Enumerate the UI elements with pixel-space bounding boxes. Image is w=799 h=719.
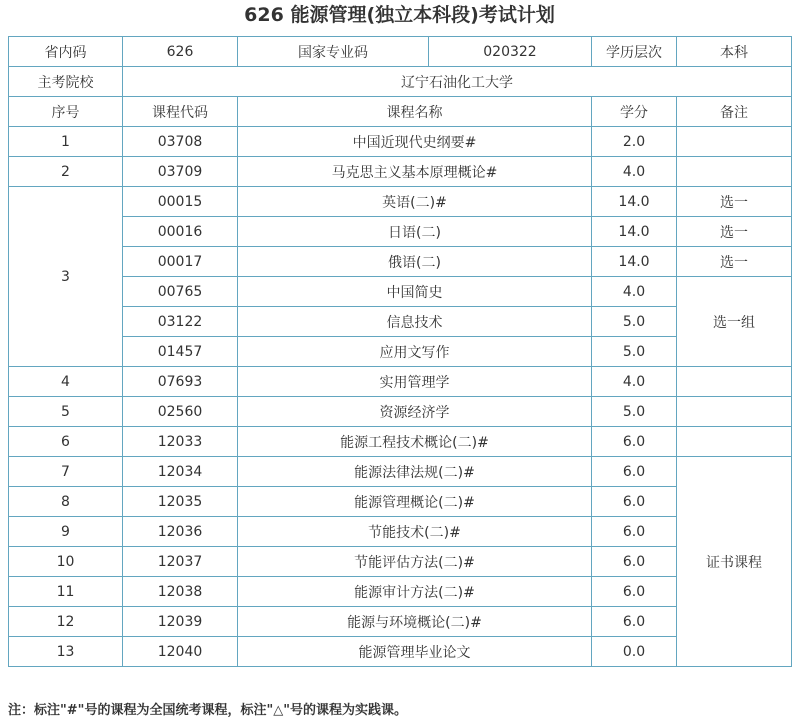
course-name: 日语(二) [238,217,592,247]
national-code-value: 020322 [429,37,592,67]
course-credit: 4.0 [592,277,677,307]
table-row [9,157,792,187]
course-name: 马克思主义基本原理概论# [238,157,592,187]
table-row [9,637,792,667]
col-header-credit: 学分 [592,97,677,127]
course-credit: 6.0 [592,607,677,637]
course-code: 12035 [123,487,238,517]
course-credit: 4.0 [592,157,677,187]
course-credit: 14.0 [592,247,677,277]
course-remark [677,427,792,457]
course-credit: 0.0 [592,637,677,667]
course-credit: 6.0 [592,427,677,457]
course-no: 11 [9,577,123,607]
table-row [9,247,792,277]
course-credit: 6.0 [592,547,677,577]
table-row [9,577,792,607]
course-remark [677,127,792,157]
course-name: 能源管理概论(二)# [238,487,592,517]
col-header-code: 课程代码 [123,97,238,127]
course-name: 中国简史 [238,277,592,307]
col-header-remark: 备注 [677,97,792,127]
course-remark: 选一 [677,217,792,247]
header-row [9,97,792,127]
course-credit: 6.0 [592,577,677,607]
table-row [9,547,792,577]
course-code: 12040 [123,637,238,667]
info-row [9,37,792,67]
col-header-name: 课程名称 [238,97,592,127]
course-code: 01457 [123,337,238,367]
course-name: 信息技术 [238,307,592,337]
course-credit: 6.0 [592,457,677,487]
course-name: 英语(二)# [238,187,592,217]
course-name: 能源管理毕业论文 [238,637,592,667]
course-name: 能源工程技术概论(二)# [238,427,592,457]
table-row [9,127,792,157]
course-code: 12036 [123,517,238,547]
course-code: 00016 [123,217,238,247]
course-no: 9 [9,517,123,547]
course-credit: 5.0 [592,337,677,367]
school-label: 主考院校 [9,67,123,97]
course-name: 能源审计方法(二)# [238,577,592,607]
course-no: 3 [9,187,123,367]
course-no: 4 [9,367,123,397]
table-row [9,187,792,217]
course-name: 中国近现代史纲要# [238,127,592,157]
course-no: 8 [9,487,123,517]
course-name: 俄语(二) [238,247,592,277]
course-no: 12 [9,607,123,637]
course-credit: 6.0 [592,487,677,517]
course-name: 资源经济学 [238,397,592,427]
table-row [9,217,792,247]
table-row [9,337,792,367]
course-name: 应用文写作 [238,337,592,367]
table-row [9,427,792,457]
level-value: 本科 [677,37,792,67]
table-row [9,607,792,637]
course-no: 2 [9,157,123,187]
table-row [9,367,792,397]
course-code: 12039 [123,607,238,637]
course-remark: 选一 [677,247,792,277]
col-header-no: 序号 [9,97,123,127]
course-name: 节能评估方法(二)# [238,547,592,577]
course-code: 07693 [123,367,238,397]
table-row [9,277,792,307]
course-name: 能源法律法规(二)# [238,457,592,487]
table-row [9,517,792,547]
school-row [9,67,792,97]
course-code: 03709 [123,157,238,187]
course-credit: 6.0 [592,517,677,547]
course-credit: 14.0 [592,187,677,217]
table-row [9,307,792,337]
course-name: 能源与环境概论(二)# [238,607,592,637]
course-code: 00765 [123,277,238,307]
course-name: 节能技术(二)# [238,517,592,547]
national-code-label: 国家专业码 [238,37,429,67]
course-no: 13 [9,637,123,667]
course-code: 00015 [123,187,238,217]
course-code: 03122 [123,307,238,337]
course-code: 12037 [123,547,238,577]
province-code-value: 626 [123,37,238,67]
course-credit: 5.0 [592,307,677,337]
course-remark [677,397,792,427]
course-no: 10 [9,547,123,577]
course-code: 03708 [123,127,238,157]
course-no: 1 [9,127,123,157]
school-value: 辽宁石油化工大学 [123,67,792,97]
course-code: 00017 [123,247,238,277]
course-code: 12034 [123,457,238,487]
course-name: 实用管理学 [238,367,592,397]
course-code: 12038 [123,577,238,607]
exam-plan-table [8,36,792,667]
table-row [9,457,792,487]
course-no: 6 [9,427,123,457]
course-remark [677,157,792,187]
course-credit: 5.0 [592,397,677,427]
course-remark: 选一 [677,187,792,217]
course-credit: 14.0 [592,217,677,247]
course-credit: 4.0 [592,367,677,397]
course-code: 02560 [123,397,238,427]
course-remark [677,367,792,397]
course-code: 12033 [123,427,238,457]
course-remark-group: 选一组 [677,277,792,367]
course-credit: 2.0 [592,127,677,157]
course-no: 5 [9,397,123,427]
level-label: 学历层次 [592,37,677,67]
table-row [9,397,792,427]
table-row [9,487,792,517]
footnote: 注：标注"#"号的课程为全国统考课程，标注"△"号的课程为实践课。 [8,703,407,718]
province-code-label: 省内码 [9,37,123,67]
course-no: 7 [9,457,123,487]
course-remark-certificate: 证书课程 [677,457,792,667]
page-title: 626 能源管理(独立本科段)考试计划 [244,4,555,26]
